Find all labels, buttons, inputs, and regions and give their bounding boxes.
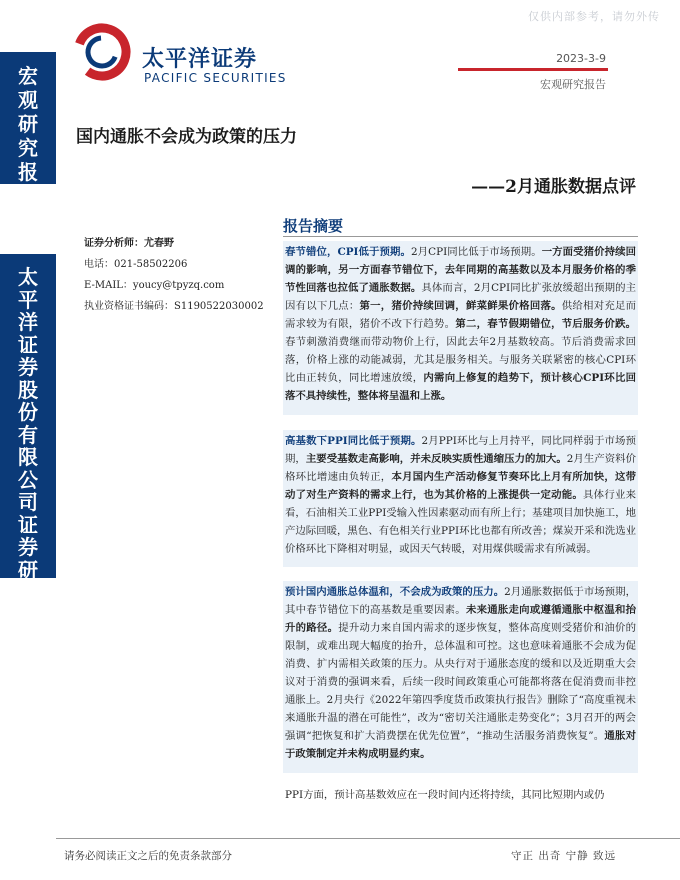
sidebar-company-char: 券 [18, 355, 38, 379]
sidebar-company-char: 证 [18, 332, 38, 357]
sidebar-company-char: 公 [18, 467, 38, 492]
paragraph-emphasis: 主要受基数走高影响，并未反映实质性通缩压力的加大。 [305, 453, 567, 465]
company-logo-english: PACIFIC SECURITIES [144, 71, 287, 85]
analyst-info [84, 233, 264, 317]
page-title: 国内通胀不会成为政策的压力 [76, 127, 297, 147]
sidebar-company-char: 报 [18, 602, 38, 627]
analyst-name: 尤春野 [144, 238, 174, 249]
sidebar-company-char: 洋 [18, 310, 38, 334]
paragraph-emphasis: 未来通胀走向或遵循通胀中枢温和抬升的路径。 [285, 604, 637, 634]
sidebar-company-char: 券 [18, 535, 38, 559]
sidebar-category-char: 告 [18, 184, 38, 208]
sidebar-company-char: 股 [18, 377, 38, 402]
analyst-phone: 电话：021-58502206 [84, 259, 188, 270]
sidebar-category-char: 报 [18, 160, 38, 184]
page-subtitle: ——2月通胀数据点评 [471, 177, 636, 197]
paragraph-text: 2月CPI同比低于市场预期。 [410, 246, 542, 258]
abstract-paragraph-outlook [283, 581, 638, 773]
analyst-name-row [84, 233, 264, 254]
watermark: 仅供内部参考，请勿外传 [528, 10, 660, 23]
analyst-email[interactable]: E-MAIL：youcy@tpyzq.com [84, 280, 225, 291]
paragraph-emphasis: 本月国内生产活动修复节奏环比上月有所加快，这带动了对生产资料的需求上行，也为其价格的上涨提供一定动能。 [285, 471, 637, 501]
footer-divider [56, 838, 680, 839]
footer-disclaimer: 请务必阅读正文之后的免责条款部分 [64, 850, 232, 862]
sidebar-category-char: 研 [18, 112, 38, 136]
abstract-paragraph-cpi [283, 241, 638, 415]
paragraph-text: 具体行业来看，石油相关工业PPI受输入性因素驱动而有所上行；基建项目加快施工，地产边际回暖，黑色、有色相关行业PPI环比也都有所改善；煤炭开采和洗选业价格环比下降相对明显，或因天气转暖，对用煤供暖需求有所减弱。 [285, 489, 636, 555]
sidebar-company-char: 份 [18, 400, 38, 424]
sidebar-company-char: 太 [18, 265, 38, 289]
abstract-heading: 报告摘要 [283, 217, 344, 235]
paragraph-emphasis: 内需向上修复的趋势下，预计核心CPI环比回落不具持续性，整体将呈温和上涨。 [285, 372, 636, 402]
paragraph-text: 春节刺激消费继而带动物价上行，因此去年2月基数较高。节后消费需求回落，价格上涨的动能减弱，尤其是服务相关。与服务关联紧密的核心CPI环比由正转负，同比增速放缓， [285, 336, 636, 384]
sidebar-category-char: 宏 [18, 64, 38, 88]
sidebar [0, 0, 56, 880]
sidebar-category-char: 观 [18, 88, 38, 112]
report-type: 宏观研究报告 [540, 78, 606, 91]
abstract-paragraph-ppi-outlook [283, 784, 638, 804]
paragraph-text: 2月PPI环比与上月持平，同比同样弱于市场预期， [285, 435, 636, 465]
paragraph-emphasis: 通胀对于政策制定并未构成明显约束。 [285, 730, 636, 760]
sidebar-company-char: 有 [18, 422, 38, 447]
footer-motto: 守正 出奇 宁静 致远 [510, 850, 616, 862]
report-date: 2023-3-9 [556, 52, 606, 65]
paragraph-text: 提升动力来自国内需求的逐步恢复，整体高度则受猪价和油价的限制，或难出现大幅度的抬升，总体温和可控。这也意味着通胀不会成为促消费、扩内需相关政策的压力。从央行对于通胀态度的缓和以及近期重大会议对于消费的强调来看，后续一段时间政策重心可能都将落在促消费而非控通胀上。2月央行《2022年第四季度货币政策执行报告》删除了“高度重视未来通胀升温的潜在可能性”，改为“密切关注通胀走势变化”；3月召开的两会强调“把恢复和扩大消费摆在优先位置”，“推动生活服务消费恢复”。 [285, 622, 637, 742]
paragraph-lead: 高基数下PPI同比低于预期。 [285, 435, 422, 447]
sidebar-company-char: 平 [18, 287, 38, 312]
paragraph-emphasis: 一方面受猪价持续回调的影响，另一方面春节错位下，去年同期的高基数以及本月服务价格的季节性回落也拉低了通胀数据。 [285, 246, 636, 294]
sidebar-category-label [0, 64, 56, 208]
sidebar-company-char: 究 [18, 580, 38, 604]
sidebar-company-char: 告 [18, 625, 38, 649]
paragraph-emphasis: 第一，猪价持续回调，鲜菜鲜果价格回落。 [359, 300, 562, 312]
analyst-license: 执业资格证书编码：S1190522030002 [84, 301, 264, 312]
paragraph-lead: 春节错位，CPI低于预期。 [285, 246, 411, 258]
paragraph-text: 2月通胀数据低于市场预期，其中春节错位下的高基数是重要因素。 [285, 586, 636, 616]
paragraph-text: 2月生产资料价格环比增速由负转正， [285, 453, 636, 483]
abstract-paragraph-ppi [283, 430, 638, 567]
sidebar-company-char: 研 [18, 557, 38, 582]
paragraph-text: 供给相对充足而需求较为有限，猪价不改下行趋势。 [285, 300, 637, 330]
paragraph-emphasis: 第二，春节假期错位，节后服务价跌。 [455, 318, 637, 330]
company-logo-text: 太平洋证券 [142, 47, 258, 72]
sidebar-company-char: 限 [18, 445, 38, 469]
paragraph-lead: 预计国内通胀总体温和，不会成为政策的压力。 [285, 586, 505, 598]
company-logo-icon [72, 22, 132, 82]
analyst-name-label: 证券分析师： [84, 238, 144, 249]
sidebar-company-char: 司 [18, 490, 38, 514]
paragraph-text: PPI方面，预计高基数效应在一段时间内还将持续，其同比短期内或仍 [285, 789, 605, 801]
header-divider [458, 68, 608, 71]
sidebar-company-label [0, 266, 56, 649]
sidebar-category-char: 究 [18, 136, 38, 160]
abstract-divider [283, 236, 638, 237]
sidebar-company-char: 证 [18, 512, 38, 537]
paragraph-text: 具体而言，2月CPI同比扩张放缓超出预期的主因有以下几点： [285, 282, 637, 312]
